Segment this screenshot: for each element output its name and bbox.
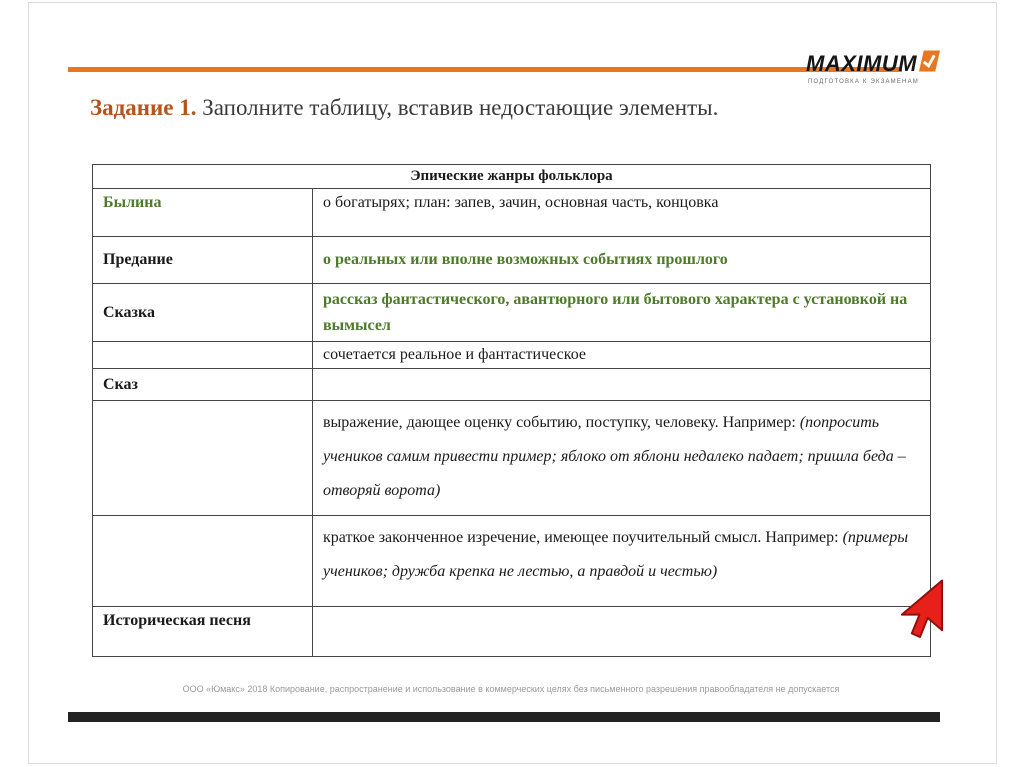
term-cell: Историческая песня: [93, 607, 313, 657]
term-cell: Сказка: [93, 284, 313, 342]
term-cell: [93, 516, 313, 607]
footer-bar: [68, 712, 940, 722]
table-row: [93, 189, 931, 237]
definition-text: выражение, дающее оценку событию, поступку, человеку. Например:: [323, 414, 800, 432]
definition-example: (попросить учеников самим привести пример; яблоко от яблони недалеко падает; пришла беда – отворяй ворота): [323, 414, 906, 499]
definition-cell: о реальных или вполне возможных событиях прошлого: [313, 237, 931, 284]
definition-cell: [313, 516, 931, 607]
definition-cell: о богатырях; план: запев, зачин, основная часть, концовка: [313, 189, 931, 237]
copyright-footer: ООО «Юмакс» 2018 Копирование, распространение и использование в коммерческих целях без письменного разрешения правообладателя не допускается: [182, 684, 840, 694]
definition-cell: [313, 369, 931, 401]
term-cell: [93, 342, 313, 369]
term-cell: Предание: [93, 237, 313, 284]
accent-rule: [68, 67, 902, 72]
definition-cell: [313, 401, 931, 516]
table-row: [93, 401, 931, 516]
brand-name: MAXIMUM: [806, 50, 918, 76]
table-row: [93, 607, 931, 657]
table-header: Эпические жанры фольклора: [93, 165, 931, 189]
definition-example: (примеры учеников; дружба крепка не лестью, а правдой и честью): [323, 529, 909, 581]
brand-logo: [806, 50, 956, 85]
table-row: [93, 237, 931, 284]
table-header-row: [93, 165, 931, 189]
task-number: Задание 1.: [90, 95, 197, 120]
definition-cell: рассказ фантастического, авантюрного или бытового характера с установкой на вымысел: [313, 284, 931, 342]
term-cell: Былина: [93, 189, 313, 237]
definition-cell: [313, 607, 931, 657]
folklore-genres-table: [92, 164, 931, 657]
task-title: [90, 92, 830, 124]
logo-arrow-icon: [919, 50, 940, 77]
task-title-text: Заполните таблицу, вставив недостающие элементы.: [196, 95, 719, 120]
definition-text: краткое законченное изречение, имеющее поучительный смысл. Например:: [323, 529, 843, 547]
table-row: [93, 369, 931, 401]
term-cell: [93, 401, 313, 516]
cursor-arrow-icon: [898, 578, 944, 657]
brand-tagline: ПОДГОТОВКА К ЭКЗАМЕНАМ: [808, 79, 919, 85]
table-row: [93, 516, 931, 607]
term-cell: Сказ: [93, 369, 313, 401]
table-row: [93, 284, 931, 342]
definition-cell: сочетается реальное и фантастическое: [313, 342, 931, 369]
table-row: [93, 342, 931, 369]
